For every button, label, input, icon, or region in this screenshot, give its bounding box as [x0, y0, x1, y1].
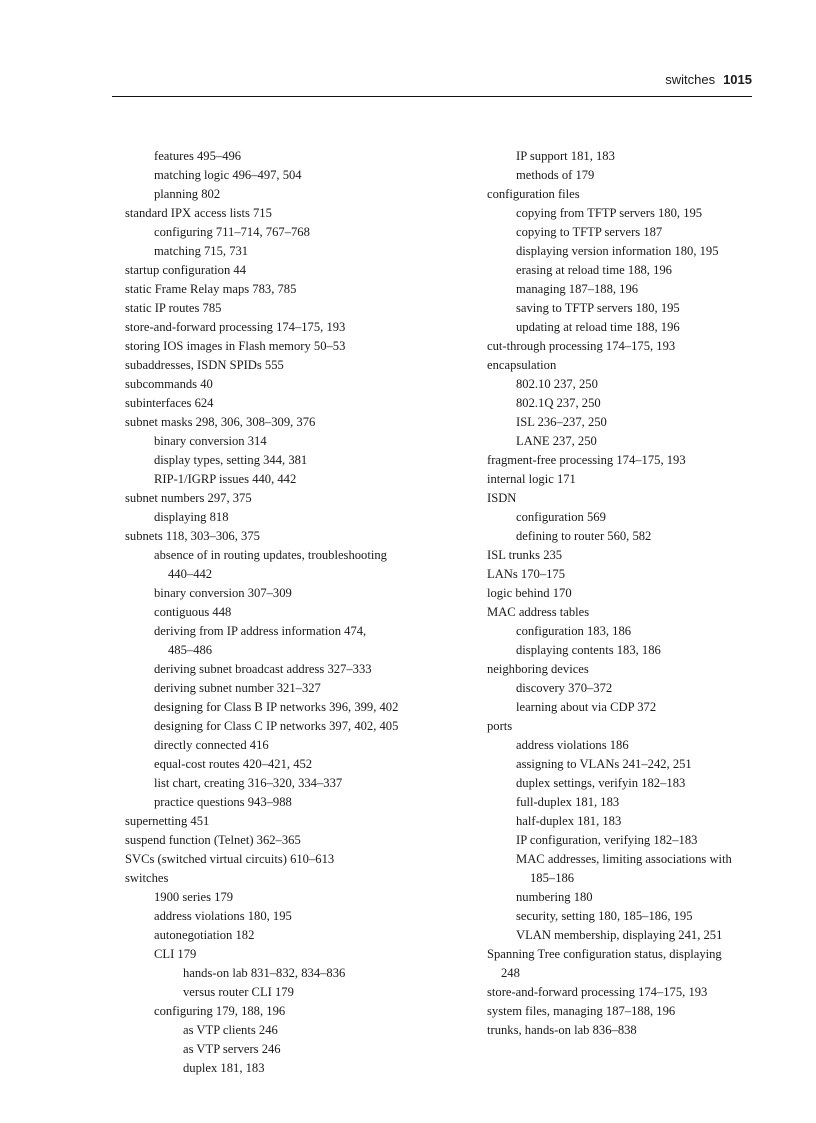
index-entry: versus router CLI 179 [183, 985, 294, 999]
index-entry: configuration files [487, 187, 580, 201]
index-entry: updating at reload time 188, 196 [516, 320, 680, 334]
index-entry: copying to TFTP servers 187 [516, 225, 663, 239]
index-entry: LANs 170–175 [487, 567, 566, 581]
index-entry: store-and-forward processing 174–175, 193 [125, 320, 346, 334]
index-entry: displaying contents 183, 186 [516, 643, 661, 657]
index-entry: ISL 236–237, 250 [516, 415, 607, 429]
index-entry: contiguous 448 [154, 605, 232, 619]
index-entry: logic behind 170 [487, 586, 572, 600]
index-entry: MAC address tables [487, 605, 590, 619]
index-column-right [487, 147, 762, 1040]
header-rule [112, 96, 752, 97]
index-entry: IP configuration, verifying 182–183 [516, 833, 698, 847]
index-entry: defining to router 560, 582 [516, 529, 652, 543]
index-entry: list chart, creating 316–320, 334–337 [154, 776, 343, 790]
index-entry: LANE 237, 250 [516, 434, 597, 448]
index-entry: 802.10 237, 250 [516, 377, 598, 391]
index-entry: system files, managing 187–188, 196 [487, 1004, 676, 1018]
index-entry: duplex settings, verifyin 182–183 [516, 776, 686, 790]
index-entry: as VTP servers 246 [183, 1042, 281, 1056]
index-entry: directly connected 416 [154, 738, 269, 752]
index-entry: designing for Class B IP networks 396, 399, 402 [154, 700, 399, 714]
index-entry: configuring 711–714, 767–768 [154, 225, 310, 239]
index-entry: 802.1Q 237, 250 [516, 396, 601, 410]
index-entry-continuation: 185–186 [530, 871, 575, 885]
index-entry: planning 802 [154, 187, 221, 201]
index-entry: autonegotiation 182 [154, 928, 255, 942]
index-entry: fragment-free processing 174–175, 193 [487, 453, 686, 467]
index-entry: subinterfaces 624 [125, 396, 214, 410]
index-entry: address violations 180, 195 [154, 909, 292, 923]
index-entry: configuration 183, 186 [516, 624, 632, 638]
index-entry: trunks, hands-on lab 836–838 [487, 1023, 637, 1037]
running-header [665, 72, 752, 88]
index-entry: encapsulation [487, 358, 557, 372]
index-entry: half-duplex 181, 183 [516, 814, 622, 828]
index-entry: display types, setting 344, 381 [154, 453, 308, 467]
index-entry: ports [487, 719, 513, 733]
page-number: 1015 [723, 72, 752, 87]
index-entry: static IP routes 785 [125, 301, 222, 315]
index-entry: storing IOS images in Flash memory 50–53 [125, 339, 346, 353]
index-entry: subnets 118, 303–306, 375 [125, 529, 260, 543]
index-entry: equal-cost routes 420–421, 452 [154, 757, 313, 771]
index-entry: standard IPX access lists 715 [125, 206, 272, 220]
index-entry: suspend function (Telnet) 362–365 [125, 833, 301, 847]
index-entry: RIP-1/IGRP issues 440, 442 [154, 472, 297, 486]
index-entry: designing for Class C IP networks 397, 402, 405 [154, 719, 399, 733]
index-entry: saving to TFTP servers 180, 195 [516, 301, 680, 315]
index-entry-continuation: 248 [501, 966, 520, 980]
index-entry: as VTP clients 246 [183, 1023, 278, 1037]
index-entry: hands-on lab 831–832, 834–836 [183, 966, 346, 980]
index-entry: assigning to VLANs 241–242, 251 [516, 757, 692, 771]
index-entry: store-and-forward processing 174–175, 193 [487, 985, 708, 999]
index-entry: subnet numbers 297, 375 [125, 491, 252, 505]
index-entry: numbering 180 [516, 890, 593, 904]
index-entry: absence of in routing updates, troubleshooting [154, 548, 387, 562]
index-entry: deriving subnet number 321–327 [154, 681, 321, 695]
index-entry: matching 715, 731 [154, 244, 249, 258]
index-entry: address violations 186 [516, 738, 629, 752]
index-entry: copying from TFTP servers 180, 195 [516, 206, 703, 220]
index-entry: neighboring devices [487, 662, 589, 676]
index-entry: subcommands 40 [125, 377, 213, 391]
index-column-left [125, 147, 450, 1078]
index-entry-continuation: 485–486 [168, 643, 213, 657]
index-entry: supernetting 451 [125, 814, 210, 828]
index-entry: full-duplex 181, 183 [516, 795, 620, 809]
index-entry: ISL trunks 235 [487, 548, 563, 562]
index-entry: ISDN [487, 491, 517, 505]
index-entry: methods of 179 [516, 168, 595, 182]
index-entry: security, setting 180, 185–186, 195 [516, 909, 693, 923]
index-entry: practice questions 943–988 [154, 795, 292, 809]
index-entry: startup configuration 44 [125, 263, 247, 277]
index-entry: subaddresses, ISDN SPIDs 555 [125, 358, 284, 372]
index-entry: managing 187–188, 196 [516, 282, 639, 296]
index-entry: SVCs (switched virtual circuits) 610–613 [125, 852, 335, 866]
index-entry: 1900 series 179 [154, 890, 234, 904]
index-entry: learning about via CDP 372 [516, 700, 657, 714]
index-entry: IP support 181, 183 [516, 149, 615, 163]
index-entry: deriving from IP address information 474, [154, 624, 367, 638]
index-entry: configuration 569 [516, 510, 606, 524]
index-entry: matching logic 496–497, 504 [154, 168, 302, 182]
index-entry: VLAN membership, displaying 241, 251 [516, 928, 723, 942]
index-entry: Spanning Tree configuration status, displaying [487, 947, 722, 961]
index-entry: internal logic 171 [487, 472, 576, 486]
index-entry: static Frame Relay maps 783, 785 [125, 282, 297, 296]
index-entry: binary conversion 314 [154, 434, 267, 448]
index-entry: discovery 370–372 [516, 681, 613, 695]
index-entry: cut-through processing 174–175, 193 [487, 339, 676, 353]
index-entry: duplex 181, 183 [183, 1061, 265, 1075]
index-entry: deriving subnet broadcast address 327–333 [154, 662, 372, 676]
index-entry: subnet masks 298, 306, 308–309, 376 [125, 415, 316, 429]
index-entry: features 495–496 [154, 149, 242, 163]
index-entry: displaying 818 [154, 510, 229, 524]
index-entry: erasing at reload time 188, 196 [516, 263, 672, 277]
index-entry: displaying version information 180, 195 [516, 244, 719, 258]
index-entry: CLI 179 [154, 947, 197, 961]
index-entry-continuation: 440–442 [168, 567, 213, 581]
header-term: switches [665, 72, 716, 87]
index-entry: binary conversion 307–309 [154, 586, 292, 600]
index-entry: MAC addresses, limiting associations with [516, 852, 732, 866]
index-entry: switches [125, 871, 169, 885]
index-entry: configuring 179, 188, 196 [154, 1004, 286, 1018]
